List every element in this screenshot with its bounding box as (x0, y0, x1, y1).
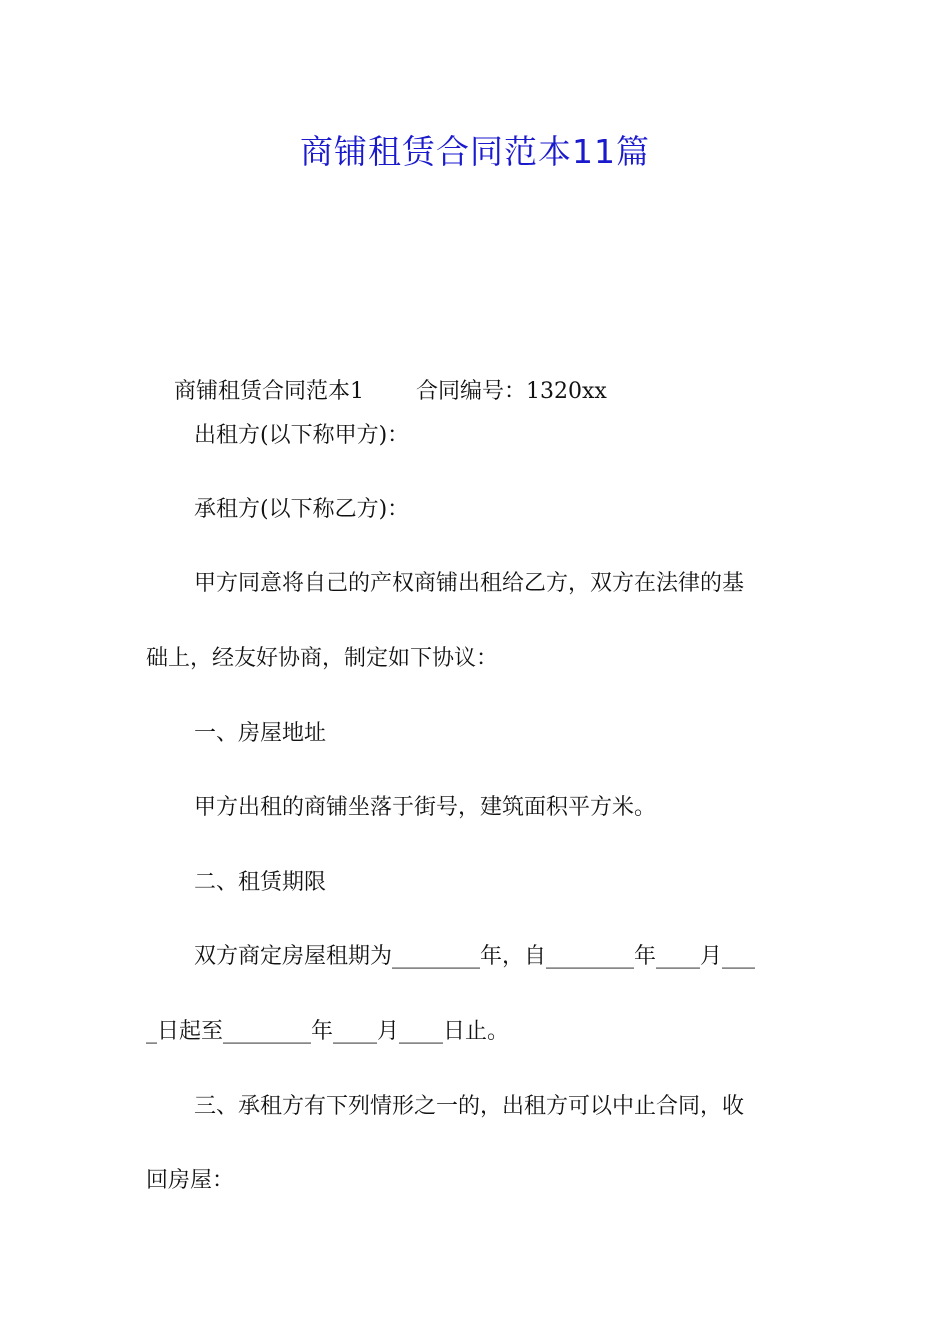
paragraph-term-line-2: _日起至________年____月____日止。 (146, 1019, 510, 1044)
paragraph-agreement-line-2: 础上，经友好协商，制定如下协议： (146, 646, 499, 671)
section-heading-term: 二、租赁期限 (194, 870, 327, 895)
section-heading-address: 一、房屋地址 (194, 721, 327, 746)
section-heading-termination-line-1: 三、承租方有下列情形之一的，出租方可以中止合同，收 (194, 1094, 745, 1119)
paragraph-lessor: 出租方(以下称甲方)： (194, 423, 410, 448)
section-heading-termination-line-2: 回房屋： (146, 1168, 235, 1193)
paragraph-lessee: 承租方(以下称乙方)： (194, 497, 410, 522)
contract-number: 合同编号：1320xx (415, 379, 607, 404)
paragraph-address: 甲方出租的商铺坐落于街号，建筑面积平方米。 (194, 795, 657, 820)
document-title: 商铺租赁合同范本11篇 (300, 132, 650, 171)
paragraph-agreement-line-1: 甲方同意将自己的产权商铺出租给乙方，双方在法律的基 (194, 571, 745, 596)
paragraph-term-line-1: 双方商定房屋租期为________年，自________年____月___ (194, 944, 756, 969)
contract-heading: 商铺租赁合同范本1 (173, 379, 364, 404)
